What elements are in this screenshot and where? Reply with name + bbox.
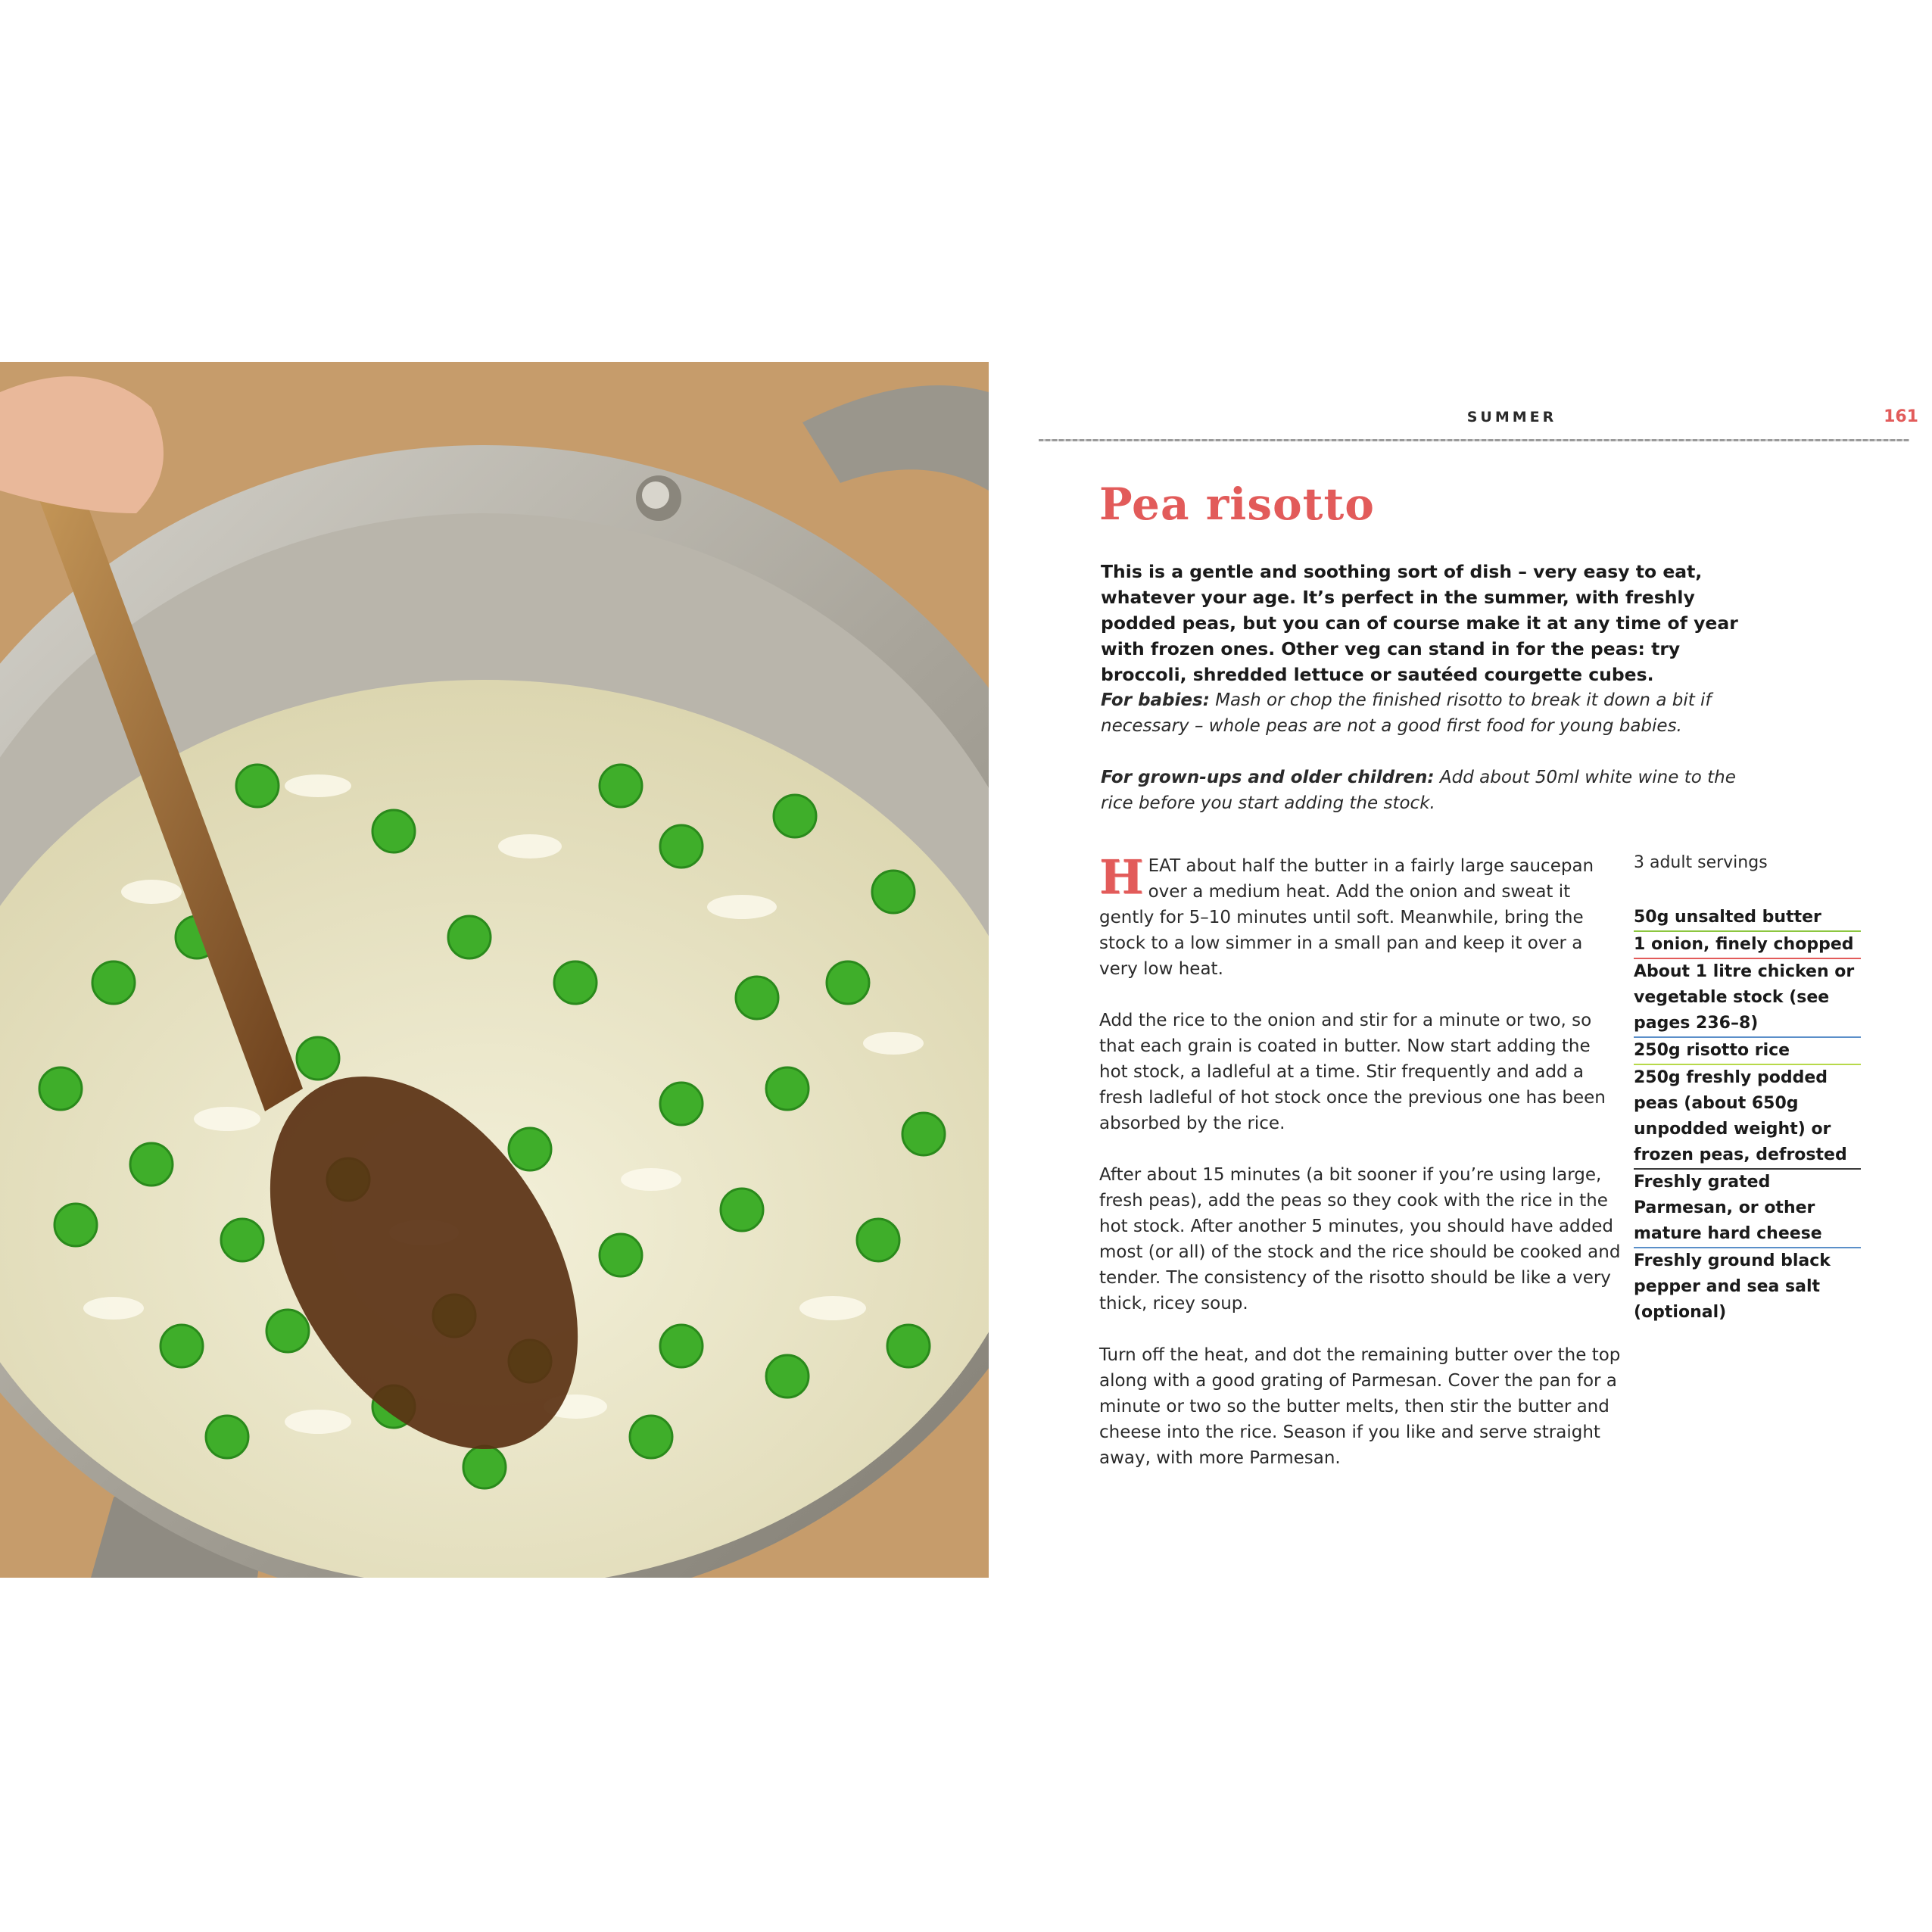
- running-head: [1039, 401, 1932, 442]
- note-for-babies: [1101, 687, 1767, 739]
- ingredient-item: 1 onion, finely chopped: [1634, 932, 1861, 959]
- method-step-4: Turn off the heat, and dot the remaining butter over the top along with a good grating of Parmesan. Cover the pan for a minute or two so the butter melts, then stir the butter and cheese into the rice. Season if you like and serve straight away, with more Parmesan.: [1099, 1345, 1621, 1468]
- ingredient-item: 250g risotto rice: [1634, 1038, 1861, 1065]
- risotto-photo: [0, 362, 989, 1578]
- note-for-grownups-label: For grown-ups and older children:: [1101, 768, 1435, 787]
- recipe-title: Pea risotto: [1099, 478, 1375, 530]
- method: [1099, 849, 1622, 1497]
- method-step-3: After about 15 minutes (a bit sooner if you’re using large, fresh peas), add the peas so they cook with the rice in the hot stock. After another 5 minutes, you should have added most (or all) of the stock and the rice should be cooked and tender. The consistency of the risotto should be like a very thick, ricey soup.: [1099, 1165, 1621, 1313]
- note-for-grownups: [1101, 765, 1767, 816]
- note-for-babies-text: Mash or chop the finished risotto to break it down a bit if necessary – whole peas are not a good first food for young babies.: [1101, 690, 1712, 736]
- servings: 3 adult servings: [1634, 853, 1768, 872]
- method-step-2: Add the rice to the onion and stir for a minute or two, so that each grain is coated in butter. Now start adding the hot stock, a ladleful at a time. Stir frequently and add a fresh ladleful of hot stock once the previous one has been absorbed by the rice.: [1099, 1011, 1606, 1133]
- page-number: 161: [1884, 407, 1918, 426]
- ingredient-item: About 1 litre chicken or vegetable stock (see pages 236–8): [1634, 959, 1861, 1038]
- method-step-1-text: EAT about half the butter in a fairly large saucepan over a medium heat. Add the onion and sweat it gently for 5–10 minutes until soft. Meanwhile, bring the stock to a low simmer in a small pan and keep it over a very low heat.: [1099, 856, 1594, 979]
- ingredient-item: Freshly ground black pepper and sea salt (optional): [1634, 1251, 1831, 1322]
- drop-cap: H: [1099, 849, 1144, 905]
- recipe-intro: This is a gentle and soothing sort of dish – very easy to eat, whatever your age. It’s perfect in the summer, with freshly podded peas, but you can of course make it at any time of year with frozen ones. Other veg can stand in for the peas: try broccoli, shredded lettuce or sautéed courgette cubes.: [1101, 561, 1738, 685]
- note-for-babies-label: For babies:: [1101, 690, 1210, 710]
- ingredient-item: 250g freshly podded peas (about 650g unpodded weight) or frozen peas, defrosted: [1634, 1065, 1861, 1170]
- risotto-pan-illustration: [0, 362, 989, 1578]
- section-name: SUMMER: [1466, 409, 1557, 425]
- ingredient-item: Freshly grated Parmesan, or other mature hard cheese: [1634, 1170, 1861, 1248]
- ingredients-list: [1634, 905, 1861, 1326]
- ingredient-item: 50g unsalted butter: [1634, 905, 1861, 932]
- note-for-grownups-text: Add about 50ml white wine to the rice before you start adding the stock.: [1101, 768, 1736, 813]
- method-step-1: [1099, 849, 1622, 982]
- header-rule: [1039, 439, 1909, 441]
